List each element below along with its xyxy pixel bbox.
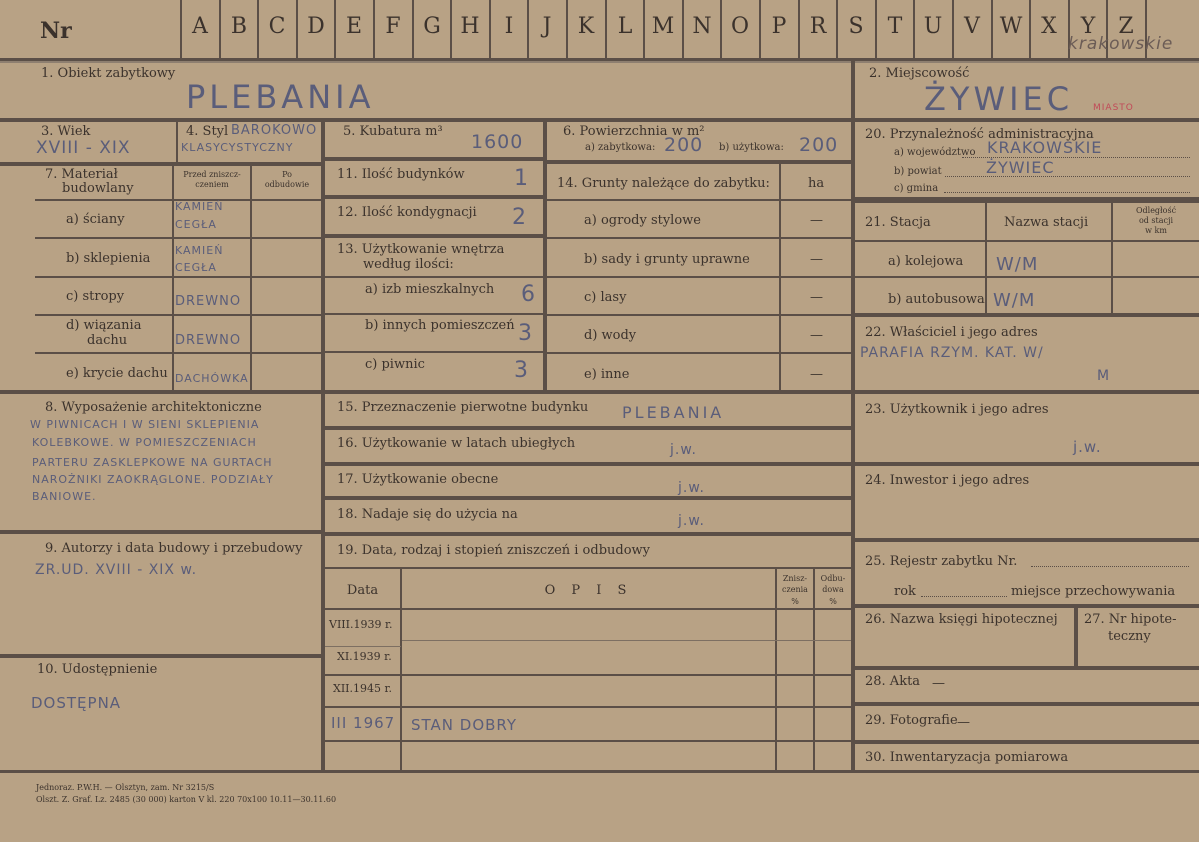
s23-value: j.w. xyxy=(1073,438,1102,456)
s19-row4-desc: STAN DOBRY xyxy=(411,716,518,734)
letter-z: Z xyxy=(1118,14,1134,39)
s22-value: PARAFIA RZYM. KAT. W/ xyxy=(860,345,1044,361)
s14-row-b-label: b) sady i grunty uprawne xyxy=(584,252,750,267)
s22-value2: M xyxy=(1097,368,1111,384)
letter-o: O xyxy=(730,14,750,39)
s16-value: j.w. xyxy=(670,442,697,458)
s6-a-label: a) zabytkowa: xyxy=(585,142,656,153)
corner-handwriting: krakowskie xyxy=(1068,34,1174,54)
s20-label: 20. Przynależność administracyjna xyxy=(865,127,1094,142)
s21-a-value: W/M xyxy=(996,254,1039,275)
s28-label: 28. Akta xyxy=(865,674,921,689)
s7-row-a-label: a) ściany xyxy=(66,212,125,227)
s14-row-c-label: c) lasy xyxy=(584,290,627,305)
s14-row-b-value: — xyxy=(810,252,823,267)
letter-d: D xyxy=(307,14,325,39)
s13-b-value: 3 xyxy=(518,321,533,346)
s6-label: 6. Powierzchnia w m² xyxy=(563,124,705,139)
s7-row-e-before1: DACHÓWKA xyxy=(175,372,249,385)
s6-a-value: 200 xyxy=(664,134,704,156)
s13-label2: według ilości: xyxy=(363,257,454,272)
s7-row-d-before1: DREWNO xyxy=(175,333,242,348)
s21-col-name: Nazwa stacji xyxy=(1004,215,1089,230)
s14-row-a-label: a) ogrody stylowe xyxy=(584,213,701,228)
s8-line5: BANIOWE. xyxy=(32,490,97,503)
s19-col-date: Data xyxy=(346,583,379,598)
letter-u: U xyxy=(923,14,943,39)
s11-value: 1 xyxy=(514,166,529,191)
s3-value: XVIII - XIX xyxy=(36,138,131,158)
s21-col-dist3: w km xyxy=(1145,226,1167,235)
s13-b-label: b) innych pomieszczeń xyxy=(365,318,515,333)
s13-a-value: 6 xyxy=(521,282,536,307)
s14-row-c-value: — xyxy=(810,290,823,305)
s1-label: 1. Obiekt zabytkowy xyxy=(41,66,176,81)
letter-y: Y xyxy=(1080,14,1096,39)
s7-row-a-before2: CEGŁA xyxy=(175,218,217,231)
s13-label1: 13. Użytkowanie wnętrza xyxy=(337,242,505,257)
s5-label: 5. Kubatura m³ xyxy=(343,124,443,139)
s7-row-c-label: c) stropy xyxy=(66,289,125,304)
s14-row-e-label: e) inne xyxy=(584,367,630,382)
letter-p: P xyxy=(771,14,787,39)
s21-col-dist2: od stacji xyxy=(1138,216,1174,225)
letter-a: A xyxy=(192,14,208,39)
s7-row-d-label1: d) wiązania xyxy=(66,318,142,333)
s13-c-value: 3 xyxy=(514,358,529,383)
s12-label: 12. Ilość kondygnacji xyxy=(337,205,477,220)
s7-row-c-before1: DREWNO xyxy=(175,294,242,309)
s6-b-label: b) użytkowa: xyxy=(719,142,784,153)
s28-value: — xyxy=(932,676,945,691)
s7-label2: budowlany xyxy=(62,181,134,196)
s19-col-z3: % xyxy=(791,597,799,606)
s29-label: 29. Fotografie xyxy=(865,713,958,728)
s8-line3: PARTERU ZASKLEPKOWE NA GURTACH xyxy=(32,456,273,469)
s14-row-a-value: — xyxy=(810,213,823,228)
letter-r: R xyxy=(809,14,827,39)
letter-j: J xyxy=(542,14,552,39)
s5-value: 1600 xyxy=(471,131,524,153)
s18-label: 18. Nadaje się do użycia na xyxy=(337,507,518,522)
s20-a-value: KRAKOWSKIE xyxy=(987,138,1103,157)
s29-value: — xyxy=(957,715,970,730)
s18-value: j.w. xyxy=(678,513,705,529)
letter-h: H xyxy=(460,14,480,39)
s20-c-label: c) gmina xyxy=(894,183,939,194)
s2-tag: MIASTO xyxy=(1093,103,1134,113)
s7-row-e-label: e) krycie dachu xyxy=(66,366,168,381)
s19-row4-date: III 1967 xyxy=(331,714,396,732)
s4-label: 4. Styl xyxy=(186,124,229,139)
s24-label: 24. Inwestor i jego adres xyxy=(865,473,1030,488)
s7-row-a-before1: KAMIEŃ xyxy=(175,200,224,213)
s7-row-b-before1: KAMIEŃ xyxy=(175,244,224,257)
s19-row3-date: XII.1945 r. xyxy=(333,682,393,695)
s4-value1: BAROKOWO xyxy=(231,123,318,138)
s10-value: DOSTĘPNA xyxy=(31,694,122,712)
letter-w: W xyxy=(999,14,1023,39)
s7-row-b-label: b) sklepienia xyxy=(66,251,151,266)
nr-label: Nr xyxy=(40,18,72,44)
s19-col-desc: O P I S xyxy=(544,583,633,598)
s14-label: 14. Grunty należące do zabytku: xyxy=(557,176,770,191)
letter-x: X xyxy=(1041,14,1057,39)
s17-label: 17. Użytkowanie obecne xyxy=(337,472,499,487)
s22-label: 22. Właściciel i jego adres xyxy=(865,325,1038,340)
s21-label: 21. Stacja xyxy=(865,215,931,230)
s7-col-before1: Przed zniszcz- xyxy=(183,170,241,179)
letter-m: M xyxy=(651,14,675,39)
s9-label: 9. Autorzy i data budowy i przebudowy xyxy=(45,541,303,556)
s14-unit: ha xyxy=(808,176,825,191)
s7-row-d-label2: dachu xyxy=(87,333,128,348)
s19-col-o2: dowa xyxy=(822,585,844,594)
s7-col-after1: Po xyxy=(282,170,292,179)
footer-line2: Olszt. Z. Graf. Lz. 2485 (30 000) karton V kl. 220 70x100 10.11—30.11.60 xyxy=(36,795,337,804)
s25-miejsce: miejsce przechowywania xyxy=(1011,584,1176,599)
s19-row1-date: VIII.1939 r. xyxy=(329,618,393,631)
s14-row-d-label: d) wody xyxy=(584,328,637,343)
s25-rok: rok xyxy=(894,584,916,599)
s15-label: 15. Przeznaczenie pierwotne budynku xyxy=(337,400,589,415)
s21-col-dist1: Odległość xyxy=(1135,206,1177,215)
s19-row2-date: XI.1939 r. xyxy=(337,650,392,663)
s13-a-label: a) izb mieszkalnych xyxy=(365,282,495,297)
s19-col-o1: Odbu- xyxy=(820,574,846,583)
s7-label1: 7. Materiał xyxy=(45,167,118,182)
letter-i: I xyxy=(504,14,514,39)
s21-a-label: a) kolejowa xyxy=(888,254,964,269)
letter-e: E xyxy=(345,14,363,39)
letter-b: B xyxy=(230,14,248,39)
letter-g: G xyxy=(423,14,441,39)
s13-c-label: c) piwnic xyxy=(365,357,425,372)
letter-v: V xyxy=(964,14,980,39)
s19-col-z1: Znisz- xyxy=(782,574,808,583)
s19-col-z2: czenia xyxy=(782,585,808,594)
s7-col-after2: odbudowie xyxy=(264,180,310,189)
letter-s: S xyxy=(848,14,864,39)
s19-col-o3: % xyxy=(829,597,837,606)
s4-value2: KLASYCYSTYCZNY xyxy=(181,141,294,154)
letter-l: L xyxy=(617,14,633,39)
s10-label: 10. Udostępnienie xyxy=(37,662,158,677)
s2-value: ŻYWIEC xyxy=(924,80,1074,118)
s7-col-before2: czeniem xyxy=(195,180,229,189)
s27-label2: teczny xyxy=(1108,629,1151,644)
s9-value: ZR.UD. XVIII - XIX w. xyxy=(35,562,198,578)
s20-a-label: a) województwo xyxy=(894,147,976,158)
s20-b-value: ŻYWIEC xyxy=(986,158,1055,177)
s14-row-e-value: — xyxy=(810,367,823,382)
s2-label: 2. Miejscowość xyxy=(869,66,970,81)
s25-label: 25. Rejestr zabytku Nr. xyxy=(865,554,1018,569)
s30-label: 30. Inwentaryzacja pomiarowa xyxy=(865,750,1069,765)
footer-line1: Jednoraz. P.W.H. — Olsztyn, zam. Nr 3215/S xyxy=(36,783,215,792)
s14-row-d-value: — xyxy=(810,328,823,343)
letter-c: C xyxy=(268,14,286,39)
s12-value: 2 xyxy=(512,205,527,230)
s23-label: 23. Użytkownik i jego adres xyxy=(865,402,1049,417)
s8-line2: KOLEBKOWE. W POMIESZCZENIACH xyxy=(32,436,257,449)
letter-k: K xyxy=(577,14,595,39)
s20-b-label: b) powiat xyxy=(894,166,942,177)
s8-line4: NAROŻNIKI ZAOKRĄGLONE. PODZIAŁY xyxy=(32,473,274,486)
s11-label: 11. Ilość budynków xyxy=(337,167,465,182)
s21-b-label: b) autobusowa xyxy=(888,292,985,307)
s15-value: PLEBANIA xyxy=(622,403,725,422)
s8-label: 8. Wyposażenie architektoniczne xyxy=(45,400,262,415)
s6-b-value: 200 xyxy=(799,134,839,156)
s17-value: j.w. xyxy=(678,480,705,496)
s8-line1: W PIWNICACH I W SIENI SKLEPIENIA xyxy=(30,418,260,431)
s7-row-b-before2: CEGŁA xyxy=(175,261,217,274)
s27-label1: 27. Nr hipote- xyxy=(1084,612,1177,627)
letter-n: N xyxy=(692,14,712,39)
s26-label: 26. Nazwa księgi hipotecznej xyxy=(865,612,1058,627)
letter-f: F xyxy=(385,14,401,39)
s21-b-value: W/M xyxy=(993,290,1036,311)
s1-value: PLEBANIA xyxy=(186,78,375,116)
letter-t: T xyxy=(887,14,903,39)
s19-label: 19. Data, rodzaj i stopień zniszczeń i odbudowy xyxy=(337,543,651,558)
s16-label: 16. Użytkowanie w latach ubiegłych xyxy=(337,436,576,451)
s3-label: 3. Wiek xyxy=(41,124,91,139)
